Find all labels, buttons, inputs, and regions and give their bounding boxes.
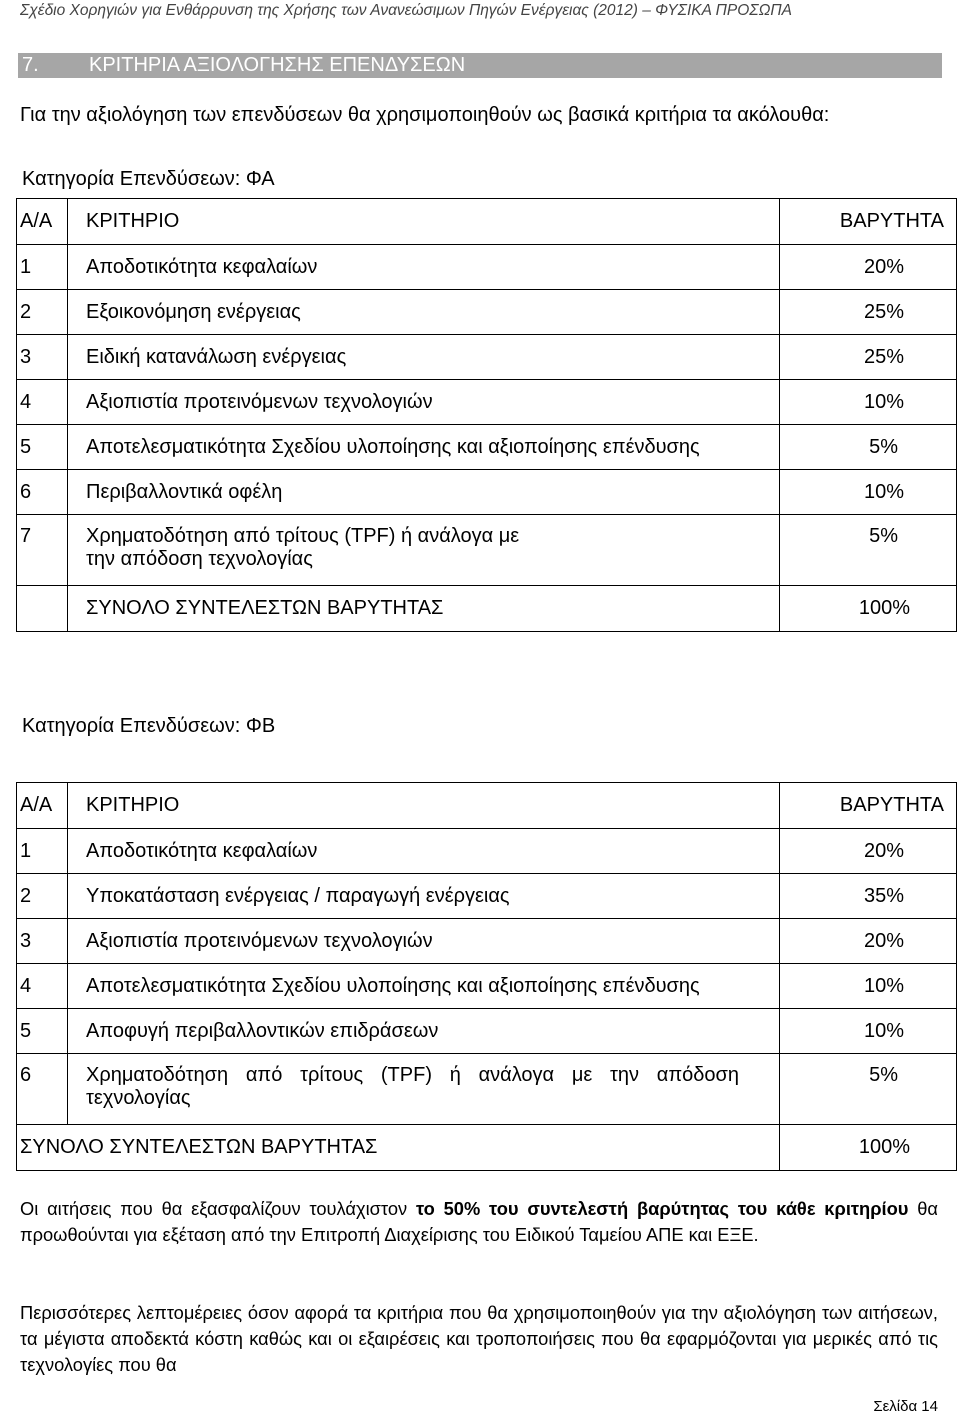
- row-criterion: Χρηματοδότηση από τρίτους (TPF) ή ανάλογα με την απόδοση τεχνολογίας: [68, 1054, 780, 1125]
- row-criterion: Περιβαλλοντικά οφέλη: [68, 470, 780, 515]
- table-row: [17, 380, 957, 425]
- row-criterion: Αποτελεσματικότητα Σχεδίου υλοποίησης και αξιοποίησης επένδυσης: [68, 425, 780, 470]
- row-weight: 10%: [780, 380, 957, 425]
- row-aa: 5: [17, 1009, 68, 1054]
- total-row: [17, 1125, 957, 1171]
- table-row: [17, 1054, 957, 1125]
- category-title-fb: Κατηγορία Επενδύσεων: ΦΒ: [22, 715, 276, 737]
- row-criterion: Υποκατάσταση ενέργειας / παραγωγή ενέργειας: [68, 874, 780, 919]
- row-weight: 5%: [780, 515, 957, 586]
- row-aa: 6: [17, 1054, 68, 1125]
- threshold-paragraph: [20, 1196, 938, 1248]
- row-weight: 25%: [780, 335, 957, 380]
- paragraph-text: Οι αιτήσεις που θα εξασφαλίζουν τουλάχιστον: [20, 1198, 416, 1219]
- running-header: Σχέδιο Χορηγιών για Ενθάρρυνση της Χρήσης των Ανανεώσιμων Πηγών Ενέργειας (2012) – ΦΥΣΙΚΑ ΠΡΟΣΩΠΑ: [20, 2, 792, 19]
- row-criterion: Αποδοτικότητα κεφαλαίων: [68, 829, 780, 874]
- row-aa: 2: [17, 290, 68, 335]
- row-weight: 5%: [780, 1054, 957, 1125]
- row-criterion: Αξιοπιστία προτεινόμενων τεχνολογιών: [68, 919, 780, 964]
- row-weight: 20%: [780, 829, 957, 874]
- row-weight: 10%: [780, 1009, 957, 1054]
- row-weight: 20%: [780, 919, 957, 964]
- row-aa: 2: [17, 874, 68, 919]
- row-aa: 4: [17, 964, 68, 1009]
- header-aa: Α/Α: [17, 199, 68, 245]
- row-aa: 5: [17, 425, 68, 470]
- table-row: [17, 245, 957, 290]
- row-aa: 6: [17, 470, 68, 515]
- page-number: Σελίδα 14: [873, 1398, 938, 1415]
- row-criterion: Αποδοτικότητα κεφαλαίων: [68, 245, 780, 290]
- table-header-row: [17, 199, 957, 245]
- header-weight: ΒΑΡΥΤΗΤΑ: [780, 783, 957, 829]
- total-label: ΣΥΝΟΛΟ ΣΥΝΤΕΛΕΣΤΩΝ ΒΑΡΥΤΗΤΑΣ: [68, 586, 780, 632]
- header-criterion: ΚΡΙΤΗΡΙΟ: [68, 783, 780, 829]
- paragraph-bold-text: το 50% του συντελεστή βαρύτητας του κάθε κριτηρίου: [416, 1198, 909, 1219]
- header-criterion: ΚΡΙΤΗΡΙΟ: [68, 199, 780, 245]
- row-criterion: Αποφυγή περιβαλλοντικών επιδράσεων: [68, 1009, 780, 1054]
- row-aa: 1: [17, 829, 68, 874]
- table-row: [17, 1009, 957, 1054]
- row-aa: 1: [17, 245, 68, 290]
- row-aa: 7: [17, 515, 68, 586]
- total-row: [17, 586, 957, 632]
- table-row: [17, 515, 957, 586]
- intro-text: Για την αξιολόγηση των επενδύσεων θα χρησιμοποιηθούν ως βασικά κριτήρια τα ακόλουθα:: [20, 104, 830, 126]
- section-number: 7.: [22, 54, 39, 76]
- details-paragraph: Περισσότερες λεπτομέρειες όσον αφορά τα κριτήρια που θα χρησιμοποιηθούν για την αξιολόγηση των αιτήσεων, τα μέγιστα αποδεκτά κόστη καθώς και οι εξαιρέσεις και τροποποιήσεις που θα εφαρμόζονται για μερικές από τις τεχνολογίες που θα: [20, 1302, 938, 1375]
- row-weight: 35%: [780, 874, 957, 919]
- table-row: [17, 829, 957, 874]
- total-value: 100%: [780, 1125, 957, 1171]
- row-criterion: Αποτελεσματικότητα Σχεδίου υλοποίησης και αξιοποίησης επένδυσης: [68, 964, 780, 1009]
- row-aa: 3: [17, 335, 68, 380]
- table-row: [17, 470, 957, 515]
- row-aa: 4: [17, 380, 68, 425]
- total-label: ΣΥΝΟΛΟ ΣΥΝΤΕΛΕΣΤΩΝ ΒΑΡΥΤΗΤΑΣ: [17, 1125, 780, 1171]
- criteria-table-fa: [16, 198, 957, 632]
- row-criterion: Ειδική κατανάλωση ενέργειας: [68, 335, 780, 380]
- table-row: [17, 874, 957, 919]
- table-row: [17, 964, 957, 1009]
- row-weight: 10%: [780, 964, 957, 1009]
- paragraph-text: θα προωθούνται για εξέταση από την Επιτροπή Διαχείρισης του Ειδικού Ταμείου ΑΠΕ και ΕΞΕ.: [20, 1198, 938, 1245]
- table-row: [17, 335, 957, 380]
- table-row: [17, 919, 957, 964]
- row-aa: 3: [17, 919, 68, 964]
- section-heading: [18, 53, 942, 78]
- row-criterion: Αξιοπιστία προτεινόμενων τεχνολογιών: [68, 380, 780, 425]
- row-weight: 10%: [780, 470, 957, 515]
- section-title: ΚΡΙΤΗΡΙΑ ΑΞΙΟΛΟΓΗΣΗΣ ΕΠΕΝΔΥΣΕΩΝ: [89, 54, 466, 76]
- row-weight: 25%: [780, 290, 957, 335]
- header-weight: ΒΑΡΥΤΗΤΑ: [780, 199, 957, 245]
- table-row: [17, 425, 957, 470]
- table-header-row: [17, 783, 957, 829]
- table-row: [17, 290, 957, 335]
- criteria-table-fb: [16, 782, 957, 1171]
- row-weight: 20%: [780, 245, 957, 290]
- row-criterion: Χρηματοδότηση από τρίτους (TPF) ή ανάλογα με την απόδοση τεχνολογίας: [68, 515, 780, 586]
- category-title-fa: Κατηγορία Επενδύσεων: ΦΑ: [22, 168, 275, 190]
- total-value: 100%: [780, 586, 957, 632]
- row-weight: 5%: [780, 425, 957, 470]
- header-aa: Α/Α: [17, 783, 68, 829]
- row-criterion: Εξοικονόμηση ενέργειας: [68, 290, 780, 335]
